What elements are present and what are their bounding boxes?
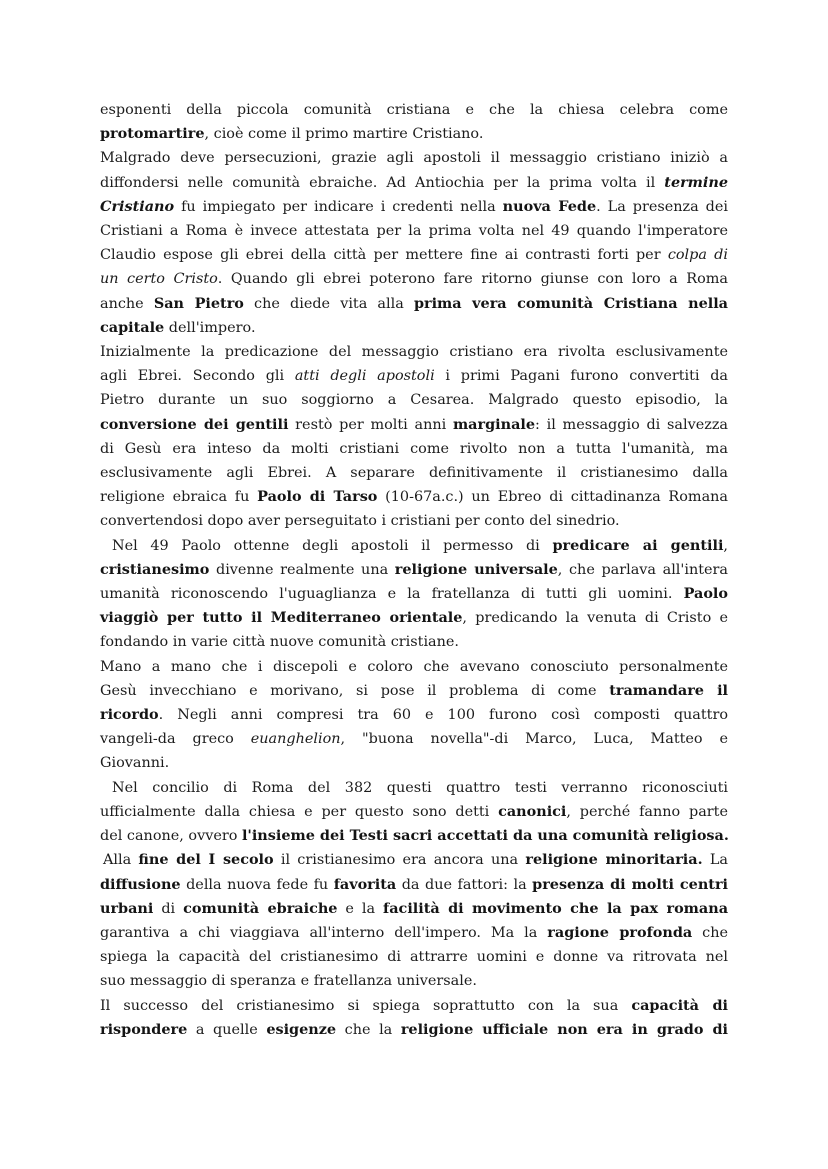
text-run: suo messaggio di speranza e fratellanza universale. <box>100 973 477 990</box>
text-run: Malgrado deve persecuzioni, grazie agli apostoli il messaggio cristiano iniziò a <box>100 150 728 167</box>
text-run: . La presenza dei <box>596 198 729 215</box>
text-run: convertendosi dopo aver perseguitato i cristiani per conto del sinedrio. <box>100 513 620 530</box>
text-line <box>100 630 728 654</box>
text-run: Pietro durante un suo soggiorno a Cesarea. Malgrado questo episodio, la <box>100 392 728 409</box>
text-line <box>100 534 728 558</box>
text-run: garantiva a chi viaggiava all'interno dell'impero. Ma la <box>100 924 548 941</box>
text-line <box>100 703 728 727</box>
text-line <box>100 509 728 533</box>
text-run: Gesù invecchiano e morivano, si pose il problema di come <box>100 682 610 699</box>
text-line <box>100 437 728 461</box>
emphasis-run: rispondere <box>100 1020 188 1038</box>
text-run: . Negli anni compresi tra 60 e 100 furono così composti quattro <box>158 707 728 724</box>
text-line <box>100 195 728 219</box>
text-run: esclusivamente agli Ebrei. A separare definitivamente il cristianesimo dalla <box>100 465 728 482</box>
text-run: vangeli-da greco <box>100 731 251 748</box>
emphasis-run: Cristiano <box>100 197 175 215</box>
text-run: fondando in varie città nuove comunità cristiane. <box>100 634 459 651</box>
text-run: di Gesù era inteso da molti cristiani come rivolto non a tutta l'umanità, ma <box>100 440 728 457</box>
text-line <box>100 655 728 679</box>
text-run: fu impiegato per indicare i credenti nella <box>174 198 503 215</box>
text-run: ufficialmente dalla chiesa e per questo sono detti <box>100 803 499 820</box>
text-run: , cioè come il primo martire Cristiano. <box>204 126 484 143</box>
emphasis-run: termine <box>664 173 728 191</box>
text-run: che <box>692 924 729 941</box>
emphasis-run: comunità ebraiche <box>183 899 338 917</box>
text-run: che diede vita alla <box>243 295 414 312</box>
text-line <box>100 848 728 872</box>
text-line <box>100 267 728 291</box>
text-line <box>100 969 728 993</box>
text-line <box>100 316 728 340</box>
text-line <box>100 776 728 800</box>
emphasis-run: facilità di movimento che la pax romana <box>383 899 729 917</box>
text-run: della nuova fede fu <box>180 876 334 893</box>
emphasis-run: esigenze <box>266 1020 337 1038</box>
text-run: e la <box>337 900 384 917</box>
emphasis-run: religione minoritaria. <box>525 851 703 869</box>
emphasis-run: tramandare il <box>609 681 728 699</box>
emphasis-run: nuova Fede <box>502 197 597 215</box>
text-run: a quelle <box>187 1021 267 1038</box>
text-run: da due fattori: la <box>396 876 533 893</box>
emphasis-run: un certo Cristo <box>100 271 218 288</box>
text-line <box>100 727 728 751</box>
text-line <box>100 558 728 582</box>
text-run: Cristiani a Roma è invece attestata per la prima volta nel 49 quando l'imperatore <box>100 223 728 240</box>
text-run: Nel 49 Paolo ottenne degli apostoli il permesso di <box>112 537 553 554</box>
text-run: , perché fanno parte <box>566 803 728 820</box>
text-run: il cristianesimo era ancora una <box>273 852 526 869</box>
emphasis-run: presenza di molti centri <box>532 875 728 893</box>
text-run: che la <box>336 1021 401 1038</box>
text-run: divenne realmente una <box>209 561 395 578</box>
emphasis-run: Paolo di Tarso <box>257 488 378 506</box>
text-run: anche <box>100 295 154 312</box>
text-run: Mano a mano che i discepoli e coloro che avevano conosciuto personalmente <box>100 658 728 675</box>
text-run: (10-67a.c.) un Ebreo di cittadinanza Romana <box>377 489 728 506</box>
emphasis-run: religione ufficiale non era in grado di <box>400 1020 728 1038</box>
text-run: La <box>702 852 728 869</box>
text-line <box>100 606 728 630</box>
text-line <box>100 994 728 1018</box>
text-run: umanità riconoscendo l'uguaglianza e la fratellanza di tutti gli uomini. <box>100 586 684 603</box>
emphasis-run: l'insieme dei Testi sacri accettati da una comunità religiosa. <box>241 827 729 845</box>
text-run: esponenti della piccola comunità cristiana e che la chiesa celebra come <box>100 102 728 118</box>
text-line <box>100 413 728 437</box>
emphasis-run: atti degli apostoli <box>294 368 435 385</box>
text-run: , "buona novella"-di Marco, Luca, Matteo e <box>340 731 729 748</box>
emphasis-run: capitale <box>100 318 165 336</box>
text-run: di <box>153 900 184 917</box>
text-run: , che parlava all'intera <box>557 561 728 578</box>
text-line <box>100 340 728 364</box>
emphasis-run: ragione profonda <box>547 923 693 941</box>
text-line <box>100 800 728 824</box>
text-run: dell'impero. <box>164 319 256 336</box>
text-line <box>100 1018 728 1042</box>
text-run: : il messaggio di salvezza <box>535 416 728 433</box>
emphasis-run: ricordo <box>100 706 159 724</box>
text-run: spiega la capacità del cristianesimo di attrarre uomini e donne va ritrovata nel <box>100 949 728 966</box>
emphasis-run: conversione dei gentili <box>100 415 289 433</box>
emphasis-run: marginale <box>452 415 536 433</box>
text-line <box>100 824 728 848</box>
text-run: Giovanni. <box>100 755 170 772</box>
text-line <box>100 461 728 485</box>
emphasis-run: prima vera comunità Cristiana nella <box>413 294 728 312</box>
document-body <box>100 98 728 1042</box>
text-run: religione ebraica fu <box>100 489 258 506</box>
emphasis-run: viaggiò per tutto il Mediterraneo orientale <box>100 609 463 627</box>
text-run: restò per molti anni <box>288 416 453 433</box>
emphasis-run: capacità di <box>631 996 728 1014</box>
text-line <box>100 388 728 412</box>
emphasis-run: religione universale <box>394 560 558 578</box>
text-line <box>100 243 728 267</box>
emphasis-run: urbani <box>100 899 154 917</box>
text-line <box>100 873 728 897</box>
emphasis-run: euanghelion <box>250 731 341 748</box>
emphasis-run: diffusione <box>100 875 181 893</box>
text-run: , predicando la venuta di Cristo e <box>462 610 728 627</box>
text-run: i primi Pagani furono convertiti da <box>434 368 728 385</box>
text-run: . Quando gli ebrei poterono fare ritorno giunse con loro a Roma <box>217 271 728 288</box>
text-run: del canone, ovvero <box>100 828 242 845</box>
emphasis-run: San Pietro <box>153 294 244 312</box>
emphasis-run: fine del I secolo <box>138 851 274 869</box>
text-line <box>100 364 728 388</box>
emphasis-run: favorita <box>333 875 397 893</box>
text-run: Inizialmente la predicazione del messaggio cristiano era rivolta esclusivamente <box>100 344 728 361</box>
text-line <box>100 679 728 703</box>
text-run: , <box>723 537 728 554</box>
text-line <box>100 897 728 921</box>
text-line <box>100 122 728 146</box>
text-run: agli Ebrei. Secondo gli <box>100 368 295 385</box>
text-line <box>100 146 728 170</box>
emphasis-run: colpa di <box>667 247 728 264</box>
text-line <box>100 292 728 316</box>
text-line <box>100 921 728 945</box>
text-line <box>100 945 728 969</box>
text-run: Claudio espose gli ebrei della città per mettere fine ai contrasti forti per <box>100 247 668 264</box>
text-line <box>100 171 728 195</box>
emphasis-run: canonici <box>498 802 567 820</box>
text-line <box>100 98 728 122</box>
emphasis-run: cristianesimo <box>100 560 210 578</box>
text-line <box>100 751 728 775</box>
text-run: Nel concilio di Roma del 382 questi quattro testi verranno riconosciuti <box>112 779 728 796</box>
text-line <box>100 582 728 606</box>
text-run: Il successo del cristianesimo si spiega soprattutto con la sua <box>100 997 632 1014</box>
emphasis-run: predicare ai gentili <box>552 536 724 554</box>
text-run: diffondersi nelle comunità ebraiche. Ad Antiochia per la prima volta il <box>100 174 665 191</box>
emphasis-run: Paolo <box>683 585 728 603</box>
text-line <box>100 219 728 243</box>
text-line <box>100 485 728 509</box>
text-run: Alla <box>103 852 139 869</box>
emphasis-run: protomartire <box>100 125 205 143</box>
